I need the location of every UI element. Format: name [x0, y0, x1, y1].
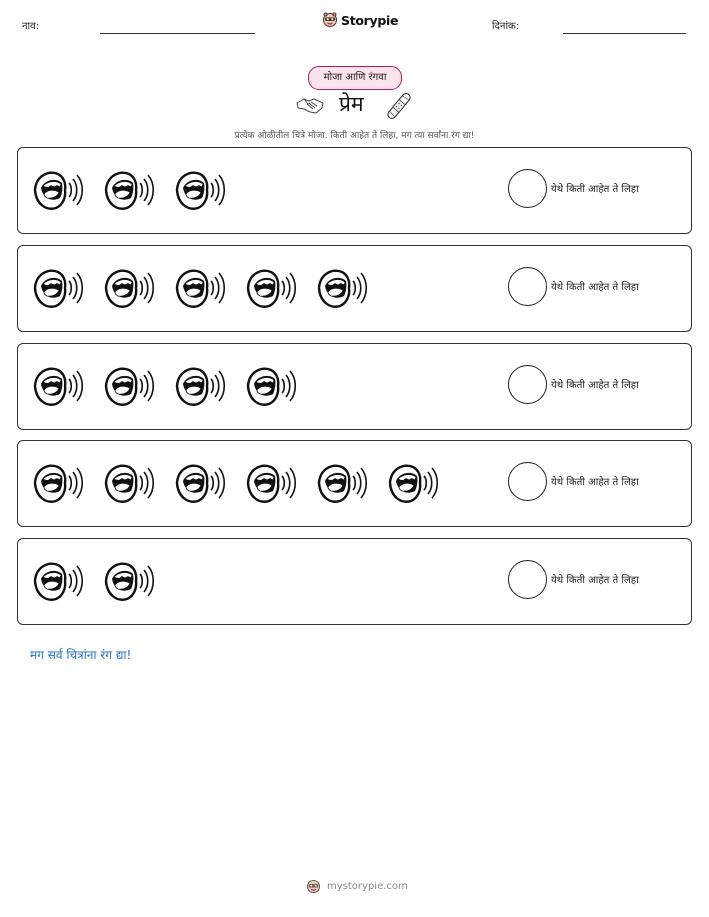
- answer-label: येथे किती आहेत ते लिहा: [551, 575, 639, 586]
- date-field[interactable]: [563, 33, 686, 34]
- speaking-mouth-icon: [245, 362, 299, 410]
- speaking-mouth-icon: [316, 264, 370, 312]
- speaking-mouth-icon: [103, 557, 157, 605]
- speaking-mouth-icon: [32, 362, 86, 410]
- speaking-mouth-icon: [103, 264, 157, 312]
- name-field[interactable]: [100, 33, 255, 34]
- answer-circle[interactable]: [508, 365, 547, 404]
- speaking-mouth-icon: [245, 264, 299, 312]
- answer-label: येथे किती आहेत ते लिहा: [551, 282, 639, 293]
- speaking-mouth-icon: [174, 264, 228, 312]
- brand-logo: [322, 12, 398, 28]
- speaking-mouth-icon: [245, 459, 299, 507]
- worksheet-header: [0, 0, 709, 50]
- handshake-icon: [296, 94, 326, 116]
- counting-row: [17, 343, 692, 430]
- answer-circle[interactable]: [508, 560, 547, 599]
- speaking-mouth-icon: [174, 459, 228, 507]
- brand-name: Storypie: [341, 12, 399, 28]
- speaking-mouth-icon: [32, 166, 86, 214]
- row-icons: [32, 166, 228, 214]
- bandage-icon: [387, 90, 411, 122]
- speaking-mouth-icon: [316, 459, 370, 507]
- instruction-text: प्रत्येक ओळीतील चित्रे मोजा. किती आहेत ते लिहा, मग त्या सर्वांना रंग द्या!: [234, 131, 475, 141]
- storypie-logo-icon: [306, 879, 321, 894]
- row-icons: [32, 557, 157, 605]
- counting-row: [17, 147, 692, 234]
- speaking-mouth-icon: [387, 459, 441, 507]
- answer-circle[interactable]: [508, 169, 547, 208]
- title-row: [0, 90, 709, 122]
- row-icons: [32, 362, 299, 410]
- row-icons: [32, 459, 441, 507]
- storypie-logo-icon: [322, 12, 338, 28]
- speaking-mouth-icon: [32, 459, 86, 507]
- answer-circle[interactable]: [508, 462, 547, 501]
- site-url: mystorypie.com: [327, 881, 408, 892]
- activity-tag: मोजा आणि रंगवा: [308, 66, 402, 90]
- coloring-note: मग सर्व चित्रांना रंग द्या!: [30, 648, 132, 662]
- site-footer: [306, 879, 408, 894]
- answer-label: येथे किती आहेत ते लिहा: [551, 380, 639, 391]
- speaking-mouth-icon: [32, 557, 86, 605]
- counting-row: [17, 440, 692, 527]
- speaking-mouth-icon: [103, 459, 157, 507]
- answer-label: येथे किती आहेत ते लिहा: [551, 184, 639, 195]
- answer-circle[interactable]: [508, 267, 547, 306]
- worksheet-title: प्रेम: [339, 92, 364, 116]
- answer-label: येथे किती आहेत ते लिहा: [551, 477, 639, 488]
- counting-row: [17, 245, 692, 332]
- row-icons: [32, 264, 370, 312]
- speaking-mouth-icon: [32, 264, 86, 312]
- speaking-mouth-icon: [103, 362, 157, 410]
- speaking-mouth-icon: [103, 166, 157, 214]
- name-label: नाव:: [22, 21, 40, 32]
- speaking-mouth-icon: [174, 166, 228, 214]
- counting-row: [17, 538, 692, 625]
- speaking-mouth-icon: [174, 362, 228, 410]
- date-label: दिनांक:: [492, 21, 520, 32]
